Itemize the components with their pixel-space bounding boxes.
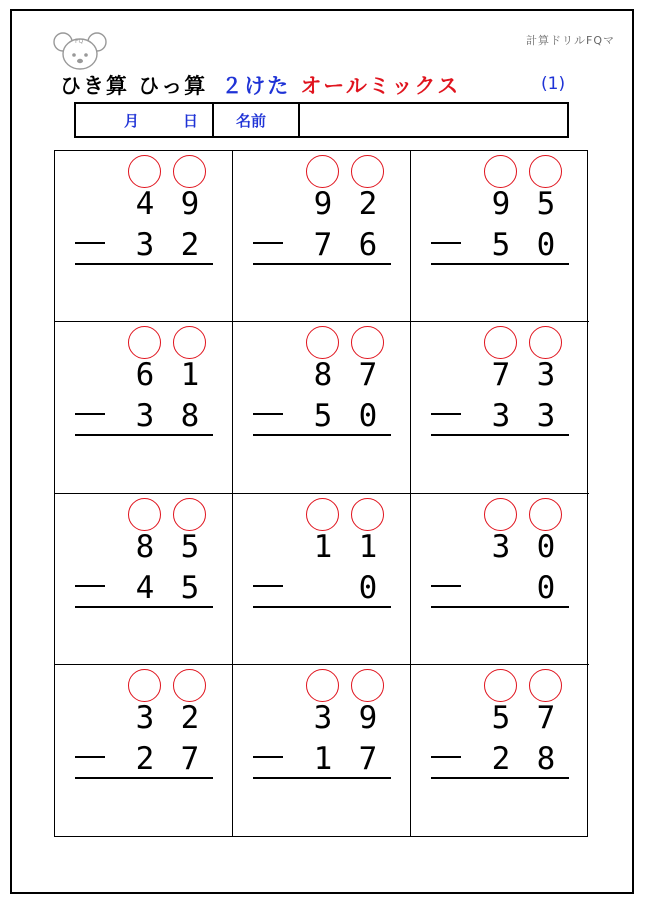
- minuend-tens-digit: 1: [313, 528, 333, 565]
- minuend-tens-digit: 9: [313, 186, 333, 222]
- title-part-3: オールミックス: [300, 74, 461, 98]
- minuend-ones-digit: 0: [536, 528, 556, 565]
- minuend-tens-digit: 8: [135, 528, 155, 565]
- borrow-circle-tens[interactable]: [484, 669, 517, 702]
- borrow-circle-ones[interactable]: [351, 498, 384, 531]
- mouse-logo-icon: [52, 30, 108, 72]
- borrow-circle-tens[interactable]: [306, 155, 339, 188]
- subtrahend-tens-digit: 5: [313, 398, 333, 435]
- subtrahend-ones-digit: 5: [180, 569, 200, 606]
- minuend-tens-digit: 4: [135, 186, 155, 222]
- minus-sign: [253, 242, 283, 244]
- answer-line: [253, 777, 391, 779]
- minuend-tens-digit: 9: [491, 186, 511, 222]
- borrow-circle-ones[interactable]: [173, 669, 206, 702]
- minuend-ones-digit: 3: [536, 357, 556, 394]
- minus-sign: [431, 756, 461, 758]
- minus-sign: [75, 413, 105, 415]
- problem-grid: [54, 150, 588, 837]
- name-label: 名前: [214, 104, 300, 136]
- minus-sign: [75, 242, 105, 244]
- borrow-circle-tens[interactable]: [128, 669, 161, 702]
- subtrahend-tens-digit: 3: [491, 398, 511, 435]
- logo-text: FQ: [75, 38, 84, 45]
- borrow-circle-ones[interactable]: [351, 669, 384, 702]
- subtrahend-tens-digit: 2: [491, 740, 511, 777]
- problem-cell: [233, 494, 411, 665]
- borrow-circle-ones[interactable]: [529, 155, 562, 188]
- month-label: 月: [124, 111, 140, 130]
- borrow-circle-ones[interactable]: [529, 326, 562, 359]
- subtrahend-ones-digit: 7: [358, 740, 378, 777]
- minus-sign: [253, 756, 283, 758]
- borrow-circle-ones[interactable]: [173, 498, 206, 531]
- minuend-tens-digit: 3: [313, 699, 333, 736]
- borrow-circle-tens[interactable]: [128, 498, 161, 531]
- problem-cell: [55, 151, 233, 322]
- borrow-circle-ones[interactable]: [173, 155, 206, 188]
- answer-line: [75, 263, 213, 265]
- subtrahend-tens-digit: 4: [135, 569, 155, 606]
- minuend-ones-digit: 1: [358, 528, 378, 565]
- borrow-circle-tens[interactable]: [128, 326, 161, 359]
- problem-cell: [233, 151, 411, 322]
- problem-cell: [55, 322, 233, 493]
- subtrahend-tens-digit: 5: [491, 227, 511, 263]
- minuend-tens-digit: 3: [491, 528, 511, 565]
- title-part-2: ２けた: [221, 74, 291, 98]
- subtrahend-ones-digit: 0: [536, 569, 556, 606]
- subtrahend-tens-digit: 2: [135, 740, 155, 777]
- subtrahend-ones-digit: 0: [358, 569, 378, 606]
- borrow-circle-tens[interactable]: [484, 155, 517, 188]
- answer-line: [75, 606, 213, 608]
- minuend-ones-digit: 7: [536, 699, 556, 736]
- subtrahend-ones-digit: 0: [536, 227, 556, 263]
- problem-cell: [411, 494, 589, 665]
- minuend-ones-digit: 7: [358, 357, 378, 394]
- name-date-box: [74, 102, 569, 138]
- subtrahend-tens-digit: 3: [135, 227, 155, 263]
- title-part-1: ひき算 ひっ算: [60, 74, 208, 98]
- problem-cell: [233, 322, 411, 493]
- minuend-tens-digit: 7: [491, 357, 511, 394]
- borrow-circle-ones[interactable]: [351, 155, 384, 188]
- subtrahend-ones-digit: 8: [536, 740, 556, 777]
- minuend-ones-digit: 2: [358, 186, 378, 222]
- answer-line: [75, 777, 213, 779]
- subtrahend-ones-digit: 7: [180, 740, 200, 777]
- minuend-ones-digit: 9: [358, 699, 378, 736]
- borrow-circle-tens[interactable]: [484, 326, 517, 359]
- subtrahend-ones-digit: 8: [180, 398, 200, 435]
- problem-cell: [411, 151, 589, 322]
- minuend-tens-digit: 8: [313, 357, 333, 394]
- name-field[interactable]: [300, 104, 567, 136]
- borrow-circle-tens[interactable]: [306, 669, 339, 702]
- answer-line: [253, 606, 391, 608]
- subtrahend-ones-digit: 2: [180, 227, 200, 263]
- minuend-tens-digit: 3: [135, 699, 155, 736]
- minuend-ones-digit: 9: [180, 186, 200, 222]
- subtrahend-ones-digit: 6: [358, 227, 378, 263]
- problem-cell: [411, 322, 589, 493]
- problem-cell: [233, 665, 411, 836]
- page-title: [60, 70, 460, 100]
- problem-cell: [55, 494, 233, 665]
- answer-line: [431, 606, 569, 608]
- minus-sign: [431, 585, 461, 587]
- borrow-circle-tens[interactable]: [484, 498, 517, 531]
- answer-line: [431, 434, 569, 436]
- borrow-circle-ones[interactable]: [351, 326, 384, 359]
- answer-line: [253, 434, 391, 436]
- minus-sign: [75, 585, 105, 587]
- subtrahend-tens-digit: 7: [313, 227, 333, 263]
- problem-cell: [55, 665, 233, 836]
- minuend-ones-digit: 5: [180, 528, 200, 565]
- minus-sign: [75, 756, 105, 758]
- answer-line: [75, 434, 213, 436]
- answer-line: [431, 777, 569, 779]
- borrow-circle-ones[interactable]: [529, 669, 562, 702]
- subtrahend-tens-digit: 3: [135, 398, 155, 435]
- sheet-number: (1): [541, 74, 566, 94]
- minus-sign: [431, 413, 461, 415]
- borrow-circle-ones[interactable]: [173, 326, 206, 359]
- minuend-tens-digit: 5: [491, 699, 511, 736]
- minuend-tens-digit: 6: [135, 357, 155, 394]
- borrow-circle-tens[interactable]: [128, 155, 161, 188]
- borrow-circle-tens[interactable]: [306, 326, 339, 359]
- minuend-ones-digit: 1: [180, 357, 200, 394]
- answer-line: [431, 263, 569, 265]
- answer-line: [253, 263, 391, 265]
- problem-cell: [411, 665, 589, 836]
- date-field[interactable]: [76, 104, 214, 136]
- borrow-circle-tens[interactable]: [306, 498, 339, 531]
- borrow-circle-ones[interactable]: [529, 498, 562, 531]
- subtrahend-ones-digit: 0: [358, 398, 378, 435]
- minuend-ones-digit: 2: [180, 699, 200, 736]
- minus-sign: [253, 413, 283, 415]
- day-label: 日: [183, 111, 199, 130]
- site-label: 計算ドリルFQマ: [526, 34, 615, 47]
- minuend-ones-digit: 5: [536, 186, 556, 222]
- minus-sign: [431, 242, 461, 244]
- subtrahend-ones-digit: 3: [536, 398, 556, 435]
- subtrahend-tens-digit: 1: [313, 740, 333, 777]
- minus-sign: [253, 585, 283, 587]
